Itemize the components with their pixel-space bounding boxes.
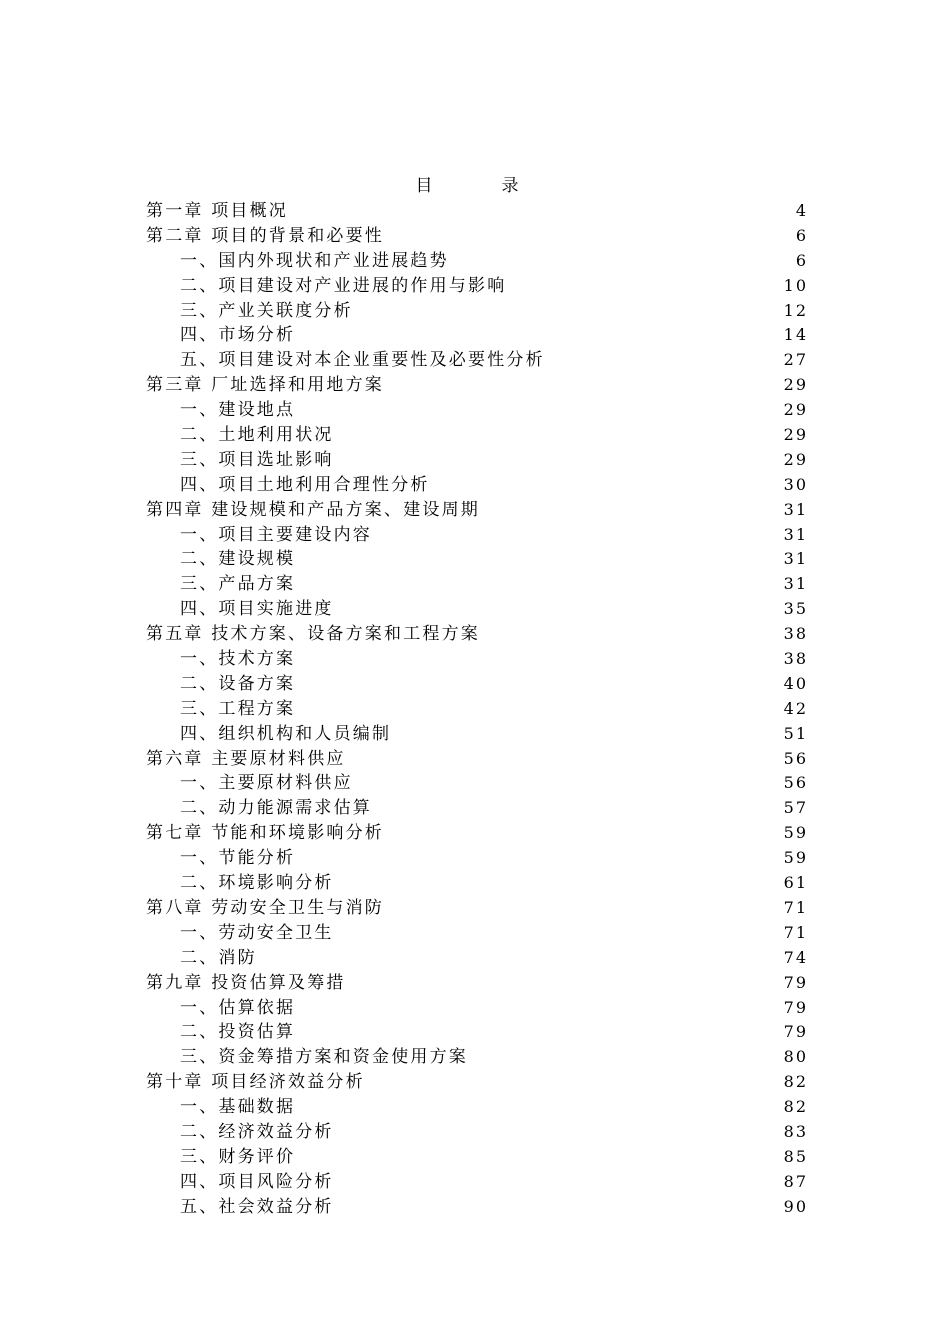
toc-title: 目 录 [415,176,545,196]
toc-section-entry[interactable] [146,946,808,971]
toc-section-entry[interactable] [146,697,808,722]
toc-section-entry[interactable] [146,1045,808,1070]
toc-page-number: 31 [783,499,808,519]
toc-page-number: 12 [783,300,808,320]
toc-section-entry[interactable] [146,1020,808,1045]
toc-entry-text: 二、经济效益分析 [180,1121,334,1142]
toc-entry-text: 二、动力能源需求估算 [180,798,372,819]
toc-entry-text: 一、国内外现状和产业进展趋势 [180,250,449,271]
toc-chapter-entry[interactable] [146,896,808,921]
toc-section-entry[interactable] [146,846,808,871]
toc-page-number: 6 [795,225,808,245]
toc-list [146,199,808,1220]
toc-chapter-entry[interactable] [146,821,808,846]
toc-page-number: 80 [783,1047,808,1067]
toc-page-number: 30 [783,474,808,494]
toc-entry-text: 三、产品方案 [180,574,296,595]
toc-page-number: 4 [795,201,808,220]
toc-section-entry[interactable] [146,597,808,622]
toc-entry-text: 一、基础数据 [180,1097,296,1118]
toc-section-entry[interactable] [146,722,808,747]
toc-page-number: 31 [783,524,808,544]
toc-page-number: 83 [783,1121,808,1141]
toc-chapter-entry[interactable] [146,199,808,224]
toc-page-number: 31 [783,549,808,569]
toc-section-entry[interactable] [146,348,808,373]
toc-entry-text: 第九章 投资估算及筹措 [146,972,346,993]
toc-entry-text: 二、设备方案 [180,673,296,694]
toc-page-number: 71 [783,922,808,942]
toc-page-number: 56 [783,773,808,793]
toc-entry-text: 一、项目主要建设内容 [180,524,372,545]
toc-entry-text: 一、劳动安全卫生 [180,922,334,943]
toc-entry-text: 二、环境影响分析 [180,873,334,894]
toc-section-entry[interactable] [146,1195,808,1220]
toc-section-entry[interactable] [146,672,808,697]
toc-entry-text: 二、项目建设对产业进展的作用与影响 [180,275,507,296]
toc-chapter-entry[interactable] [146,373,808,398]
toc-section-entry[interactable] [146,448,808,473]
toc-page-number: 82 [783,1072,808,1092]
toc-entry-text: 一、主要原材料供应 [180,773,353,794]
toc-section-entry[interactable] [146,299,808,324]
toc-entry-text: 第八章 劳动安全卫生与消防 [146,897,385,918]
toc-entry-text: 四、市场分析 [180,325,296,346]
toc-page-number: 59 [783,848,808,868]
toc-section-entry[interactable] [146,771,808,796]
toc-section-entry[interactable] [146,249,808,274]
toc-section-entry[interactable] [146,996,808,1021]
toc-section-entry[interactable] [146,1095,808,1120]
toc-entry-text: 三、财务评价 [180,1146,296,1167]
toc-section-entry[interactable] [146,1145,808,1170]
toc-entry-text: 四、组织机构和人员编制 [180,723,392,744]
toc-entry-text: 第四章 建设规模和产品方案、建设周期 [146,499,481,520]
toc-entry-text: 第六章 主要原材料供应 [146,748,346,769]
toc-entry-text: 第三章 厂址选择和用地方案 [146,375,385,396]
toc-page-number: 79 [783,997,808,1017]
toc-entry-text: 一、估算依据 [180,997,296,1018]
toc-section-entry[interactable] [146,398,808,423]
toc-section-entry[interactable] [146,921,808,946]
toc-page-number: 14 [783,325,808,345]
toc-section-entry[interactable] [146,423,808,448]
toc-entry-text: 二、建设规模 [180,549,296,570]
toc-page-number: 57 [783,798,808,818]
toc-entry-text: 第五章 技术方案、设备方案和工程方案 [146,624,481,645]
toc-entry-text: 五、社会效益分析 [180,1196,334,1217]
toc-page-number: 38 [783,649,808,669]
toc-section-entry[interactable] [146,323,808,348]
toc-page-number: 38 [783,624,808,644]
toc-entry-text: 二、消防 [180,947,257,968]
toc-page-number: 42 [783,698,808,718]
toc-page-number: 27 [783,350,808,370]
toc-entry-text: 第七章 节能和环境影响分析 [146,823,385,844]
toc-entry-text: 四、项目实施进度 [180,599,334,620]
toc-section-entry[interactable] [146,796,808,821]
toc-entry-text: 一、建设地点 [180,400,296,421]
toc-entry-text: 一、技术方案 [180,649,296,670]
toc-page-number: 79 [783,1022,808,1042]
toc-section-entry[interactable] [146,647,808,672]
toc-page-number: 74 [783,947,808,967]
toc-page-number: 35 [783,599,808,619]
toc-entry-text: 三、工程方案 [180,698,296,719]
toc-page-number: 29 [783,425,808,445]
toc-entry-text: 第二章 项目的背景和必要性 [146,225,385,246]
toc-entry-text: 五、项目建设对本企业重要性及必要性分析 [180,350,545,371]
toc-page-number: 61 [783,873,808,893]
toc-entry-text: 二、投资估算 [180,1022,296,1043]
toc-chapter-entry[interactable] [146,971,808,996]
toc-page-number: 40 [783,673,808,693]
toc-page-number: 31 [783,574,808,594]
toc-entry-text: 第十章 项目经济效益分析 [146,1072,365,1093]
toc-page-number: 29 [783,375,808,395]
toc-page-number: 51 [783,723,808,743]
toc-entry-text: 二、土地利用状况 [180,425,334,446]
toc-entry-text: 第一章 项目概况 [146,201,289,221]
toc-entry-text: 三、项目选址影响 [180,449,334,470]
toc-chapter-entry[interactable] [146,498,808,523]
toc-section-entry[interactable] [146,1120,808,1145]
toc-page-number: 29 [783,400,808,420]
toc-entry-text: 三、资金筹措方案和资金使用方案 [180,1047,468,1068]
toc-entry-text: 四、项目风险分析 [180,1171,334,1192]
toc-page-number: 82 [783,1097,808,1117]
toc-section-entry[interactable] [146,523,808,548]
toc-page-number: 71 [783,897,808,917]
toc-page-number: 85 [783,1146,808,1166]
toc-page-number: 6 [795,250,808,270]
toc-page-number: 56 [783,748,808,768]
toc-page-number: 59 [783,823,808,843]
toc-chapter-entry[interactable] [146,224,808,249]
toc-page-number: 90 [783,1196,808,1216]
toc-section-entry[interactable] [146,547,808,572]
toc-section-entry[interactable] [146,473,808,498]
toc-section-entry[interactable] [146,572,808,597]
toc-chapter-entry[interactable] [146,622,808,647]
toc-chapter-entry[interactable] [146,1070,808,1095]
toc-page-number: 29 [783,449,808,469]
toc-entry-text: 三、产业关联度分析 [180,300,353,321]
toc-section-entry[interactable] [146,274,808,299]
toc-page-number: 87 [783,1171,808,1191]
toc-entry-text: 四、项目土地利用合理性分析 [180,474,430,495]
toc-entry-text: 一、节能分析 [180,848,296,869]
toc-chapter-entry[interactable] [146,747,808,772]
toc-page-number: 79 [783,972,808,992]
toc-page-number: 10 [783,275,808,295]
toc-section-entry[interactable] [146,1170,808,1195]
toc-section-entry[interactable] [146,871,808,896]
